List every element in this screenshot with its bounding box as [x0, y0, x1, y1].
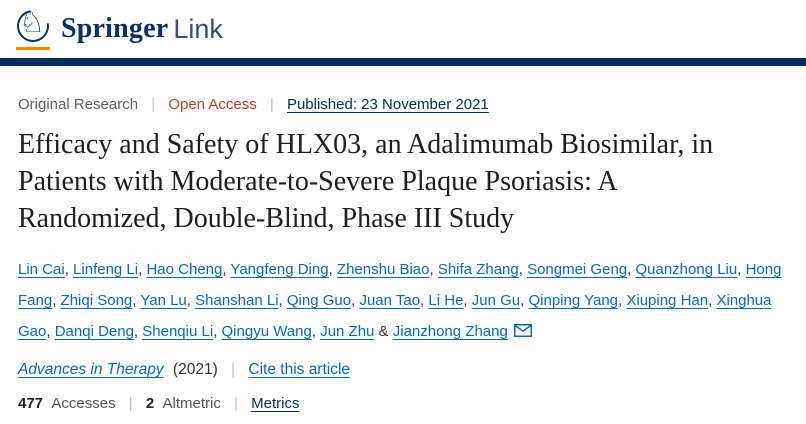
author-separator: ,	[618, 291, 627, 309]
author-separator: ,	[518, 260, 528, 278]
author-link[interactable]: Qinping Yang	[528, 291, 619, 309]
envelope-icon[interactable]	[514, 324, 532, 337]
author-separator: ,	[133, 322, 143, 340]
author-link[interactable]: Yan Lu	[140, 291, 187, 309]
author-separator: ,	[278, 291, 287, 309]
author-separator: ,	[737, 260, 746, 278]
article-title: Efficacy and Safety of HLX03, an Adalimumab Biosimilar, in Patients with Moderate-to-Severe Plaque Psoriasis: A Randomized, Double-Blind, Phase III Study	[18, 129, 714, 234]
journal-year: (2021)	[172, 360, 218, 378]
author-list	[18, 254, 786, 347]
metrics-row	[18, 395, 788, 412]
author-separator: ,	[627, 260, 636, 278]
author-link[interactable]: Shenqiu Li	[142, 322, 214, 340]
author-link[interactable]: Jun Gu	[471, 291, 521, 309]
logo-orange-underline	[16, 47, 50, 50]
author-separator: ,	[213, 322, 222, 340]
author-separator: ,	[132, 291, 141, 309]
author-separator: ,	[351, 291, 360, 309]
author-link[interactable]: Qing Guo	[286, 291, 352, 309]
author-link[interactable]: Quanzhong Liu	[635, 260, 738, 278]
published-date-link[interactable]: Published: 23 November 2021	[286, 96, 489, 113]
journal-row	[18, 361, 788, 379]
author-separator: ,	[429, 260, 438, 278]
author-link[interactable]: Lin Cai	[18, 260, 65, 278]
author-separator: &	[374, 322, 393, 340]
author-link[interactable]: Li He	[428, 291, 464, 309]
author-separator: ,	[708, 291, 717, 309]
author-link[interactable]: Xinghua Gao	[18, 291, 772, 340]
logo-text-springer: Springer	[61, 13, 169, 44]
separator: |	[231, 360, 236, 378]
accesses-label: Accesses	[51, 394, 116, 412]
springer-link-logo[interactable]	[16, 5, 223, 50]
author-link[interactable]: Jun Zhu	[320, 322, 375, 340]
metrics-link[interactable]: Metrics	[251, 394, 300, 412]
author-separator: ,	[328, 260, 337, 278]
author-separator: ,	[520, 291, 529, 309]
author-separator: ,	[64, 260, 74, 278]
author-separator: ,	[311, 322, 321, 340]
author-link[interactable]: Danqi Deng	[54, 322, 134, 340]
author-separator: ,	[186, 291, 196, 309]
separator: |	[269, 96, 274, 113]
author-link[interactable]: Juan Tao	[359, 291, 421, 309]
author-separator: ,	[138, 260, 147, 278]
author-link[interactable]: Qingyu Wang	[221, 322, 312, 340]
author-separator: ,	[52, 291, 61, 309]
author-separator: ,	[46, 322, 55, 340]
article-header-section	[0, 66, 806, 424]
site-header	[0, 0, 806, 58]
author-link[interactable]: Shanshan Li	[195, 291, 279, 309]
author-link[interactable]: Shifa Zhang	[437, 260, 519, 278]
author-link[interactable]: Yangfeng Ding	[230, 260, 329, 278]
author-link[interactable]: Jianzhong Zhang	[392, 322, 508, 340]
knight-chess-icon: ♘	[19, 5, 45, 39]
author-link[interactable]: Linfeng Li	[73, 260, 139, 278]
altmetric-label: Altmetric	[162, 394, 221, 412]
author-separator: ,	[463, 291, 472, 309]
author-separator: ,	[222, 260, 231, 278]
springer-knight-icon	[16, 5, 52, 50]
author-link[interactable]: Hao Cheng	[146, 260, 223, 278]
author-link[interactable]: Xiuping Han	[626, 291, 709, 309]
article-meta-row	[18, 96, 788, 113]
separator: |	[234, 394, 238, 412]
article-type-label: Original Research	[18, 96, 139, 113]
logo-text-link: Link	[173, 13, 223, 44]
open-access-badge: Open Access	[168, 96, 257, 113]
cite-article-link[interactable]: Cite this article	[248, 360, 351, 378]
accesses-count: 477	[18, 394, 44, 412]
author-separator: ,	[420, 291, 429, 309]
author-link[interactable]: Zhiqi Song	[60, 291, 133, 309]
header-divider-bar	[0, 58, 806, 66]
author-link[interactable]: Zhenshu Biao	[336, 260, 430, 278]
author-link[interactable]: Songmei Geng	[527, 260, 628, 278]
separator: |	[128, 394, 133, 412]
separator: |	[151, 96, 156, 113]
altmetric-count: 2	[145, 394, 155, 412]
journal-link[interactable]: Advances in Therapy	[18, 360, 164, 378]
author-link[interactable]: Hong Fang	[18, 260, 782, 309]
